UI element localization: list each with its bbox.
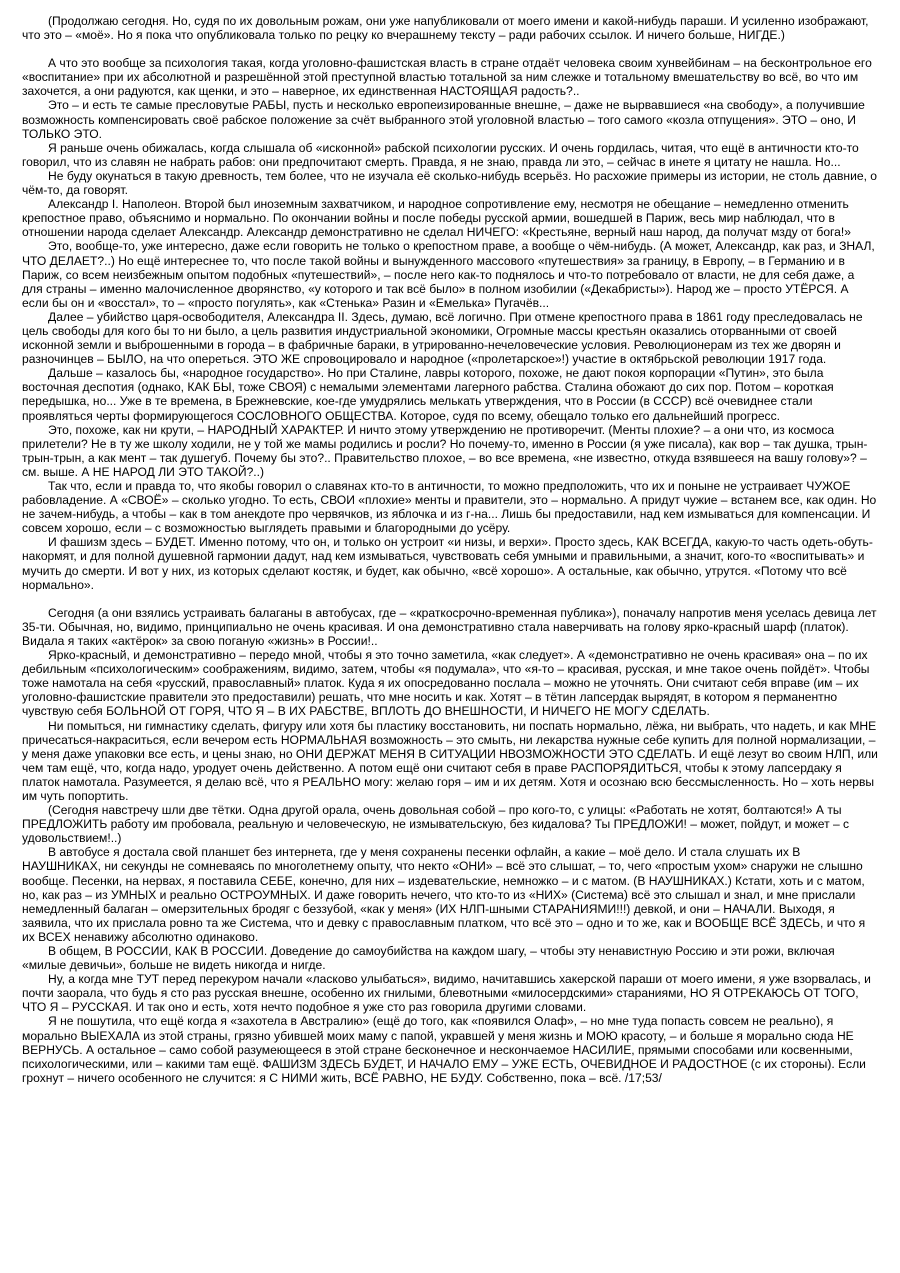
paragraph-7: Это, вообще-то, уже интересно, даже если говорить не только о крепостном праве, а вообще о чём-нибудь. (А может, Александр, как раз, и ЗНАЛ, ЧТО ДЕЛАЕТ?..) Но ещё интереснее то, что после такой войны и вынужденного массового «путешествия» за границу, в Европу, – в Германию и в Париж, со всем неизбежным опытом подобных «путешествий», – после него как-то поднялось и что-то потребовало от власти, не для себя даже, а для страны – именно малочисленное дворянство, «у которого и так всё было» в полном изобилии («Декабристы»). Народ же – просто УТЁРСЯ. А если бы он и «восстал», то – «просто погулять», как «Стенька» Разин и «Емелька» Пугачёв... (22, 239, 875, 310)
blank-line (22, 42, 878, 56)
paragraph-11: Так что, если и правда то, что якобы говорил о славянах кто-то в античности, то можно предположить, что их и поныне не устраивает ЧУЖОЕ рабовладение. А «СВОЁ» – сколько угодно. То есть, СВОИ «плохие» менты и правители, это – нормально. А придут чужие – встанем все, как один. Но не зачем-нибудь, а чтобы – как в том анекдоте про червячков, из яблочка и из г-на... Лишь бы предоставили, над кем измываться для компенсации. И совсем хорошо, если – с возможностью выглядеть правыми и благородными до усёру. (22, 479, 877, 536)
paragraph-9: Дальше – казалось бы, «народное государство». Но при Сталине, лавры которого, похоже, не дают покоя корпорации «Путин», это была восточная деспотия (однако, КАК БЫ, тоже СВОЯ) с немалыми элементами лагерного рабства. Сталина обожают до сих пор. Потом – короткая передышка, но... Уже в те времена, в Брежневские, кое-где умудрялись мелькать утверждения, что в России (в СССР) всё очевиднее стали проявляться черты формирующегося СОСЛОВНОГО ОБЩЕСТВА. Которое, судя по всему, обещало только его дальнейший прогресс. (22, 366, 834, 423)
paragraph-19: Ну, а когда мне ТУТ перед перекуром начали «ласково улыбаться», видимо, начитавшись хакерской параши от моего имени, я уже взорвалась, и почти заорала, что будь я сто раз русская внешне, особенно их гнилыми, блевотными «милосердскими» стараниями, НО Я ОТРЕКАЮСЬ ОТ ТОГО, ЧТО Я – РУССКАЯ. И так оно и есть, хотя нечто подобное я уже сто раз говорила другими словами. (22, 972, 871, 1015)
paragraph-18: В общем, В РОССИИ, КАК В РОССИИ. Доведение до самоубийства на каждом шагу, – чтобы эту ненавистную Россию и эти рожи, включая «милые девичьи», больше не видеть никогда и нигде. (22, 944, 835, 973)
paragraph-12: И фашизм здесь – БУДЕТ. Именно потому, что он, и только он устроит «и низы, и верхи». Просто здесь, КАК ВСЕГДА, какую-то часть одеть-обуть-накормят, и для полной душевной гармонии дадут, над кем измываться, чувствовать себя умными и правильными, а значит, кого-то «воспитывать» и мучить до смерти. И вот у них, из которых сделают костяк, и будет, как обычно, «всё хорошо». А остальные, как обычно, утрутся. «Потому что всё нормально». (22, 535, 873, 592)
paragraph-16: (Сегодня навстречу шли две тётки. Одна другой орала, очень довольная собой – про кого-то, с улицы: «Работать не хотят, болтаются!» А ты ПРЕДЛОЖИТЬ работу им пробовала, реальную и человеческую, не измывательскую, без кидалова? Ты ПРЕДЛОЖИ! – может, пойдут, и может – с удовольствием!..) (22, 803, 850, 846)
paragraph-3: Это – и есть те самые пресловутые РАБЫ, пусть и несколько европеизированные внешне, – даже не вырвавшиеся «на свободу», а получившие возможность компенсировать своё рабское положение за счёт выбранного этой уголовной властью – того самого «козла отпущения». ЭТО – оно, И ТОЛЬКО ЭТО. (22, 98, 865, 141)
paragraph-2: А что это вообще за психология такая, когда уголовно-фашистская власть в стране отдаёт человека своим хунвейбинам – на бесконтрольное его «воспитание» при их абсолютной и разрешённой этой преступной властью тотальной за ним слежке и тотальному вмешательству во всё, во что им захочется, а они радуются, как щенки, и это – наверное, их единственная НАСТОЯЩАЯ радость?.. (22, 56, 872, 99)
paragraph-6: Александр I. Наполеон. Второй был иноземным захватчиком, и народное сопротивление ему, несмотря не обещание – немедленно отменить крепостное право, объяснимо и нормально. По окончании войны и после победы русской армии, вошедшей в Париж, весь мир наблюдал, что в отношении народа сделает Александр. Александр демонстративно не сделал НИЧЕГО: «Крестьяне, верный наш народ, да получат мзду от бога!» (22, 197, 851, 240)
paragraph-14: Ярко-красный, и демонстративно – передо мной, чтобы я это точно заметила, «как следует». А «демонстративно не очень красивая» она – по их дебильным «психологическим» соображениям, видимо, затем, чтобы «я подумала», что «я-то – красивая, русская, и мне такое очень пойдёт». Чтобы тоже намотала на себя «русский, православный» платок. Куда я их опосредованно послала – можно не уточнять. Они считают себя вправе (им – их уголовно-фашистские правители это предоставили) решать, что мне носить и как. Хотят – в тётин лапсердак вырядят, в котором я перманентно чувствую себя БОЛЬНОЙ ОТ ГОРЯ, ЧТО Я – В ИХ РАБСТВЕ, ВПЛОТЬ ДО ВНЕШНОСТИ, И НИЧЕГО НЕ МОГУ СДЕЛАТЬ. (22, 648, 870, 719)
blank-line (22, 592, 878, 606)
paragraph-17: В автобусе я достала свой планшет без интернета, где у меня сохранены песенки офлайн, а какие – моё дело. И стала слушать их В НАУШНИКАХ, ни секунды не сомневаясь по многолетнему опыту, что некто «ОНИ» – всё это слышат, – то, чего «простым ухом» снаружи не слышно вообще. Песенки, на нервах, я поставила СЕБЕ, конечно, для них – издевательские, немножко – и с матом. (В НАУШНИКАХ.) Кстати, хоть и с матом, но, как раз – из УМНЫХ и реально ОСТРОУМНЫХ. И даже говорить нечего, что кто-то из «НИХ» (Система) всё это слышал и знал, и мне прислали немедленный балаган – омерзительных бродяг с беззубой, «как у меня» (ИХ НЛП-шными СТАРАНИЯМИ!!!) девкой, и они – НАЧАЛИ. Выходя, я заявила, что их прислала ровно та же Система, что и девку с православным платком, что всё это – одно и то же, как и ВООБЩЕ ВСЁ ЗДЕСЬ, и что я их ВСЕХ ненавижу абсолютно одинаково. (22, 845, 866, 944)
paragraph-15: Ни помыться, ни гимнастику сделать, фигуру или хотя бы пластику восстановить, ни поспать нормально, лёжа, ни выбрать, что надеть, и как МНЕ причесаться-накраситься, если вечером есть НОРМАЛЬНАЯ возможность – это смыть, ни лекарства нужные себе купить для полной нормализации, – у меня даже упаковки все есть, и цены знаю, но ОНИ ДЕРЖАТ МЕНЯ В СИТУАЦИИ НВОЗМОЖНОСТИ ЭТО СДЕЛАТЬ. И ещё лезут во своим НЛП, или чем там ещё, что, когда надо, уродует очень действенно. А потом ещё они считают себя в праве РАСПОРЯДИТЬСЯ, чтобы к этому лапсердаку я платок намотала. Разумеется, я делаю всё, что я РЕАЛЬНО могу: желаю горя – им и их детям. Хотя и осознаю всю бессмысленность. Но – хоть нервы им чуть попортить. (22, 718, 878, 803)
paragraph-13: Сегодня (а они взялись устраивать балаганы в автобусах, где – «краткосрочно-временная публика»), поначалу напротив меня уселась девица лет 35-ти. Обычная, но, видимо, принципиально не очень красивая. И она демонстративно стала наверчивать на голову ярко-красный шарф (платок). Видала я таких «актёрок» за свою поганую «жизнь» в России!.. (22, 605, 877, 648)
paragraph-4: Я раньше очень обижалась, когда слышала об «исконной» рабской психологии русских. И очень гордилась, читая, что ещё в античности кто-то говорил, что из славян не набрать рабов: они предпочитают смерть. Правда, я не знаю, правда ли это, – сейчас в инете я цитату не нашла. Но... (22, 140, 859, 169)
paragraph-10: Это, похоже, как ни крути, – НАРОДНЫЙ ХАРАКТЕР. И ничто этому утверждению не противоречит. (Менты плохие? – а они что, из космоса прилетели? Не в ту же школу ходили, не у той же мамы родились и росли? Но почему-то, именно в России (я уже писала), как вор – так душка, трын-трын-трын, а как мент – так душегуб. Почему бы это?.. Правительство плохое, – во все времена, «не известно, откуда взявшееся на вашу голову»? – см. выше. А НЕ НАРОД ЛИ ЭТО ТАКОЙ?..) (22, 422, 868, 479)
paragraph-20: Я не пошутила, что ещё когда я «захотела в Австралию» (ещё до того, как «появился Олаф», – но мне туда попасть совсем не реально), я морально ВЫЕХАЛА из этой страны, грязно убившей моих маму с папой, укравшей у меня жизнь и МОЮ красоту, – и больше я морально сюда НЕ ВЕРНУСЬ. А остальное – само собой разумеющееся в этой стране бесконечное и нескончаемое НАСИЛИЕ, прямыми способами или косвенными, психологическими, или – какими там ещё. ФАШИЗМ ЗДЕСЬ БУДЕТ, И НАЧАЛО ЕМУ – УЖЕ ЕСТЬ, ОЧЕВИДНОЕ И РАДОСТНОЕ (с их стороны). Если грохнут – ничего особенного не случится: я С НИМИ жить, ВСЁ РАВНО, НЕ БУДУ. Собственно, пока – всё. /17;53/ (22, 1014, 866, 1085)
paragraph-1: (Продолжаю сегодня. Но, судя по их довольным рожам, они уже напубликовали от моего имени и какой-нибудь параши. И усиленно изображают, что это – «моё». Но я пока что опубликовала только по рецку ко вчерашнему тексту – ради рабочих ссылок. И ничего больше, НИГДЕ.) (22, 14, 869, 43)
paragraph-8: Далее – убийство царя-освободителя, Александра II. Здесь, думаю, всё логично. При отмене крепостного права в 1861 году преследовалась не цель свободы для кого бы то ни было, а цель развития индустриальной экономики, Огромные массы крестьян оказались оторванными от своей исконной земли и выброшенными в города – в фабричные бараки, в утрированно-нечеловеческие условия. Революционерам из тех же дворян и разночинцев – БЫЛО, на что опереться. ЭТО ЖЕ спровоцировало и народное («пролетарское»!) участие в октябрьской революции 1917 года. (22, 309, 863, 367)
paragraph-5: Не буду окунаться в такую древность, тем более, что не изучала её сколько-нибудь всерьёз. Но расхожие примеры из истории, не столь давние, о чём-то, да говорят. (22, 168, 878, 198)
